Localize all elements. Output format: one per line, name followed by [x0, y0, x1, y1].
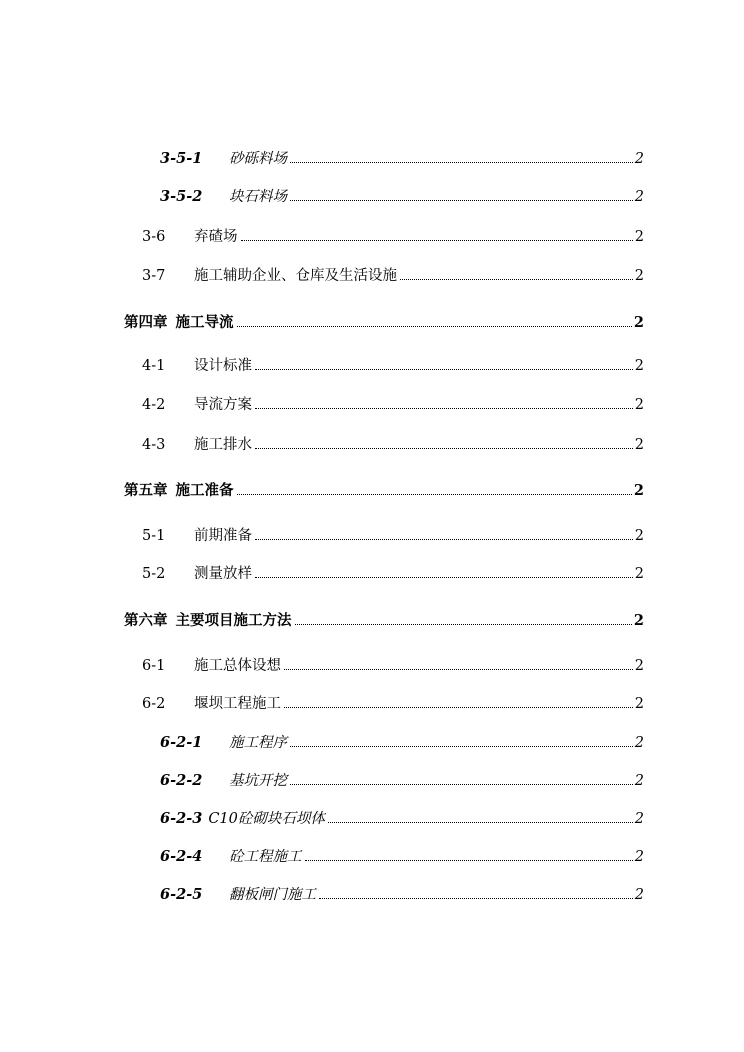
toc-entry-number: 4-1: [142, 358, 166, 374]
toc-entry-title: 堰坝工程施工: [194, 696, 281, 712]
toc-entry-4-2[interactable]: [0, 394, 644, 416]
toc-entry-title: 导流方案: [194, 397, 252, 413]
dot-leader: [255, 538, 633, 540]
toc-entry-6-2-3[interactable]: [0, 808, 644, 830]
dot-leader: [237, 325, 632, 327]
toc-chapter-title: 施工导流: [175, 314, 234, 331]
toc-chapter-5[interactable]: [0, 480, 644, 502]
toc-entry-page: 2: [634, 528, 644, 544]
toc-entry-page: 2: [633, 482, 644, 499]
toc-entry-6-2-5[interactable]: [0, 884, 644, 906]
toc-entry-page: 2: [633, 612, 644, 629]
toc-entry-page: 2: [634, 696, 644, 712]
toc-entry-page: 2: [634, 397, 644, 413]
toc-entry-page: 2: [634, 437, 644, 453]
toc-entry-3-5-1[interactable]: [0, 148, 644, 170]
toc-entry-title: 施工辅助企业、仓库及生活设施: [194, 268, 397, 284]
toc-entry-4-1[interactable]: [0, 355, 644, 377]
dot-leader: [400, 278, 633, 280]
toc-entry-number: 4-3: [142, 437, 166, 453]
dot-leader: [328, 821, 633, 823]
toc-entry-title: 基坑开挖: [229, 773, 287, 789]
toc-entry-number: 6-2-2: [160, 772, 203, 789]
toc-chapter-number: 第四章: [124, 314, 168, 331]
toc-entry-page: 2: [634, 735, 644, 751]
toc-entry-number: 6-2-5: [160, 886, 203, 903]
dot-leader: [255, 576, 633, 578]
toc-entry-number: 5-2: [142, 566, 166, 582]
toc-entry-3-7[interactable]: [0, 265, 644, 287]
dot-leader: [290, 745, 633, 747]
toc-entry-number: 4-2: [142, 397, 166, 413]
toc-chapter-number: 第六章: [124, 612, 168, 629]
dot-leader: [290, 783, 633, 785]
toc-entry-3-5-2[interactable]: [0, 186, 644, 208]
toc-chapter-title: 施工准备: [175, 482, 234, 499]
toc-entry-5-2[interactable]: [0, 563, 644, 585]
dot-leader: [255, 368, 633, 370]
toc-entry-page: 2: [634, 151, 644, 167]
toc-entry-title: 弃碴场: [194, 229, 238, 245]
toc-entry-page: 2: [634, 358, 644, 374]
toc-entry-number: 5-1: [142, 528, 166, 544]
toc-entry-title: 测量放样: [194, 566, 252, 582]
toc-entry-number: 3-5-2: [160, 188, 203, 205]
toc-entry-page: 2: [634, 658, 644, 674]
toc-entry-6-2-2[interactable]: [0, 770, 644, 792]
toc-entry-page: 2: [634, 849, 644, 865]
dot-leader: [295, 623, 632, 625]
toc-entry-5-1[interactable]: [0, 525, 644, 547]
toc-entry-6-2-1[interactable]: [0, 732, 644, 754]
toc-entry-6-2-4[interactable]: [0, 846, 644, 868]
toc-entry-title: 施工总体设想: [194, 658, 281, 674]
toc-entry-number: 6-2-1: [160, 734, 203, 751]
toc-entry-title: 施工排水: [194, 437, 252, 453]
toc-chapter-4[interactable]: [0, 312, 644, 334]
toc-entry-title: 砂砾料场: [229, 151, 287, 167]
toc-entry-page: 2: [633, 314, 644, 331]
toc-entry-page: 2: [634, 189, 644, 205]
toc-entry-number: 6-2: [142, 696, 166, 712]
toc-entry-title: C10砼砌块石坝体: [208, 811, 325, 827]
toc-entry-number: 3-6: [142, 229, 166, 245]
dot-leader: [290, 199, 633, 201]
toc-entry-3-6[interactable]: [0, 226, 644, 248]
toc-entry-4-3[interactable]: [0, 434, 644, 456]
toc-entry-6-1[interactable]: [0, 655, 644, 677]
dot-leader: [284, 668, 633, 670]
toc-entry-number: 6-2-3: [160, 810, 203, 827]
toc-entry-title: 设计标准: [194, 358, 252, 374]
dot-leader: [241, 239, 633, 241]
toc-entry-page: 2: [634, 811, 644, 827]
dot-leader: [319, 897, 633, 899]
dot-leader: [237, 493, 632, 495]
dot-leader: [284, 706, 633, 708]
toc-entry-title: 翻板闸门施工: [229, 887, 316, 903]
toc-entry-number: 6-1: [142, 658, 166, 674]
toc-entry-number: 3-7: [142, 268, 166, 284]
toc-chapter-title: 主要项目施工方法: [175, 612, 292, 629]
dot-leader: [255, 407, 633, 409]
dot-leader: [305, 859, 633, 861]
toc-chapter-number: 第五章: [124, 482, 168, 499]
toc-entry-page: 2: [634, 229, 644, 245]
toc-entry-number: 6-2-4: [160, 848, 203, 865]
toc-entry-title: 施工程序: [229, 735, 287, 751]
toc-entry-number: 3-5-1: [160, 150, 203, 167]
dot-leader: [255, 447, 633, 449]
toc-entry-6-2[interactable]: [0, 693, 644, 715]
toc-entry-page: 2: [634, 887, 644, 903]
toc-entry-title: 砼工程施工: [229, 849, 302, 865]
toc-entry-page: 2: [634, 773, 644, 789]
toc-chapter-6[interactable]: [0, 610, 644, 632]
dot-leader: [290, 161, 633, 163]
toc-entry-title: 块石料场: [229, 189, 287, 205]
toc-entry-page: 2: [634, 566, 644, 582]
toc-entry-title: 前期准备: [194, 528, 252, 544]
toc-entry-page: 2: [634, 268, 644, 284]
